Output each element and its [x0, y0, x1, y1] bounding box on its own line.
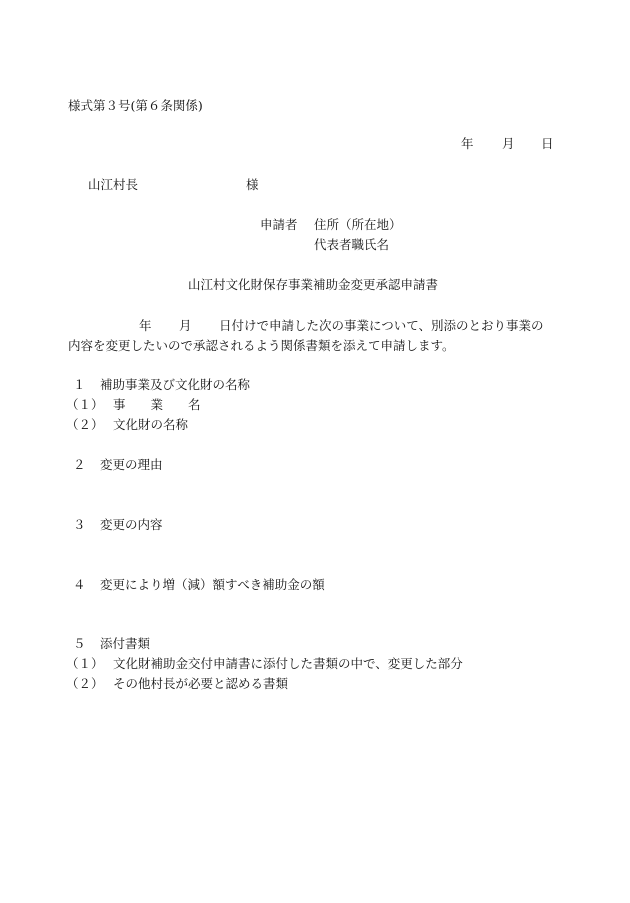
- addressee-honorific: 様: [246, 177, 259, 192]
- item-1-sub1-number: （１）: [66, 397, 104, 412]
- form-number: 様式第３号(第６条関係): [68, 98, 203, 113]
- item-1-sub2-label: 文化財の名称: [113, 417, 189, 432]
- body-line2: 内容を変更したいので承認されるよう関係書類を添えて申請します。: [68, 338, 455, 353]
- item-3-label: 変更の内容: [100, 517, 163, 532]
- item-5-sub2-label: その他村長が必要と認める書類: [113, 676, 289, 691]
- applicant-representative-label: 代表者職氏名: [314, 237, 390, 252]
- date-month-label: 月: [502, 136, 515, 151]
- item-2-label: 変更の理由: [100, 457, 163, 472]
- item-4-number: ４: [73, 577, 86, 592]
- item-1-sub1-label: 事 業 名: [113, 397, 201, 412]
- item-4-label: 変更により増（減）額すべき補助金の額: [100, 577, 325, 592]
- addressee-name: 山江村長: [88, 177, 139, 192]
- item-1-label: 補助事業及び文化財の名称: [100, 377, 251, 392]
- item-3-number: ３: [73, 517, 86, 532]
- body-month-label: 月: [179, 318, 192, 333]
- body-year-label: 年: [139, 318, 152, 333]
- applicant-label: 申請者: [260, 217, 298, 232]
- applicant-address-label: 住所（所在地）: [314, 217, 402, 232]
- item-1-sub2-number: （２）: [66, 417, 104, 432]
- date-day-label: 日: [541, 136, 554, 151]
- item-5-sub2-number: （２）: [66, 676, 104, 691]
- item-1-number: １: [73, 377, 86, 392]
- item-5-sub1-number: （１）: [66, 656, 104, 671]
- document-title: 山江村文化財保存事業補助金変更承認申請書: [188, 277, 439, 292]
- date-year-label: 年: [461, 136, 474, 151]
- item-5-number: ５: [73, 636, 86, 651]
- item-2-number: ２: [73, 457, 86, 472]
- body-line1: 日付けで申請した次の事業について、別添のとおり事業の: [219, 318, 544, 333]
- item-5-label: 添付書類: [100, 636, 151, 651]
- item-5-sub1-label: 文化財補助金交付申請書に添付した書類の中で、変更した部分: [113, 656, 463, 671]
